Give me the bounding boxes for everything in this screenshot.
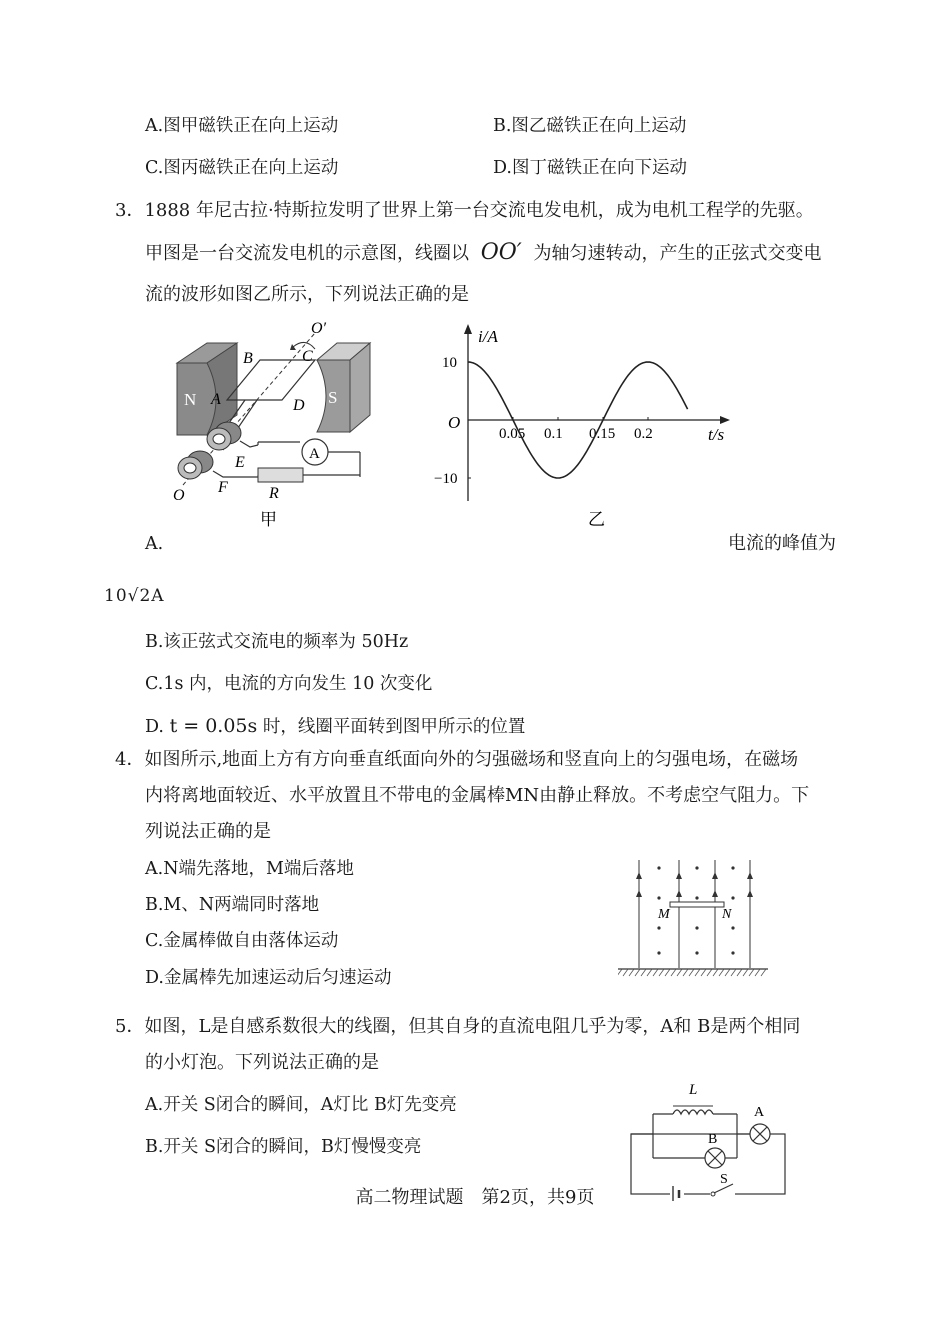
magnetic-field-dot [731,866,734,869]
magnetic-field-dot [731,896,734,899]
q3-option-a-prefix: A. [145,534,164,554]
magnetic-field-dot [695,866,698,869]
magnetic-field-dot [657,926,660,929]
q3-option-a-text: 电流的峰值为 [728,533,836,554]
q5-stem-line1: 5．如图，L是自感系数很大的线圈，但其自身的直流电阻几乎为零，A和 B是两个相同 [115,1016,801,1037]
rod-label-m: M [658,907,670,922]
q4-option-b: B.M、N两端同时落地 [145,895,320,915]
current-waveform-chart [425,318,745,533]
ammeter-label: A [309,446,320,462]
axis-label-o-prime: O′ [311,320,327,337]
q4-option-d: D.金属棒先加速运动后匀速运动 [145,968,392,988]
magnetic-field-dot [731,951,734,954]
bulb-b-label: B [708,1132,718,1147]
inductor-coil [673,1110,713,1114]
generator-figure [165,315,380,530]
magnetic-field-dot [657,866,660,869]
coil-label-a: A [211,391,221,408]
field-figure [618,858,768,980]
q3-option-a-value: 10√2A [104,586,165,606]
x-tick-label: 0.05 [499,426,526,442]
axis-label-o: O [173,487,185,504]
q3-stem-line3: 流的波形如图乙所示，下列说法正确的是 [145,284,469,305]
q2-option-b: B.图乙磁铁正在向上运动 [493,116,687,136]
figure-caption-yi: 乙 [588,510,605,529]
q3-stem-line2 [145,241,822,266]
q2-option-c: C.图丙磁铁正在向上运动 [145,158,339,178]
origin-label: O [448,413,461,432]
q3-stem-line1: 3．1888 年尼古拉·特斯拉发明了世界上第一台交流电发电机，成为电机工程学的先驱。 [115,200,814,221]
x-axis-arrow [720,416,730,424]
q2-option-d: D.图丁磁铁正在向下运动 [493,158,687,178]
q2-option-a: A.图甲磁铁正在向上运动 [145,116,339,136]
magnetic-field-dot [695,896,698,899]
coil-label-d: D [293,397,305,414]
q3-option-d [145,714,525,739]
coil-label-b: B [243,350,253,367]
page-footer: 高二物理试题 第2页，共9页 [355,1187,595,1208]
ground-hatch [618,969,766,976]
q4-option-c: C.金属棒做自由落体运动 [145,931,339,951]
field-arrow [636,872,642,879]
x-tick-label: 0.2 [634,426,653,442]
field-arrow [712,890,718,897]
q3-option-d-math: t = 0.05s [169,715,258,737]
x-axis-label: t/s [708,425,725,444]
switch-label: S [720,1172,728,1187]
magnetic-field-dot [731,926,734,929]
brush-label-e: E [235,454,245,471]
y-axis-label: i/A [478,327,498,346]
field-arrow [676,872,682,879]
q5-option-b: B.开关 S闭合的瞬间，B灯慢慢变亮 [145,1137,422,1157]
resistor [258,468,303,482]
bulb-b [705,1148,725,1168]
field-arrow [676,890,682,897]
q3-stem-line2b: 为轴匀速转动，产生的正弦式交变电 [533,243,822,264]
rod-label-n: N [722,907,732,922]
y-tick-label: 10 [442,355,457,371]
s-pole-label: S [328,388,338,407]
metal-rod [670,902,724,907]
magnetic-field-dot [657,951,660,954]
n-pole-label: N [184,390,197,409]
bulb-a [750,1124,770,1144]
field-arrow [747,872,753,879]
field-arrow [712,872,718,879]
q3-option-b: B.该正弦式交流电的频率为 50Hz [145,632,409,652]
q3-option-d-text: 时，线圈平面转到图甲所示的位置 [262,717,526,737]
brush-label-f: F [218,479,228,496]
y-axis-arrow [464,324,472,334]
magnetic-field-dot [695,926,698,929]
x-tick-label: 0.1 [544,426,563,442]
bulb-a-label: A [754,1105,765,1120]
coil-label-c: C [302,348,313,365]
q3-option-d-prefix: D. [145,717,164,737]
q3-stem-line2a: 甲图是一台交流发电机的示意图，线圈以 [145,243,469,264]
q3-option-c: C.1s 内，电流的方向发生 10 次变化 [145,674,433,694]
figure-caption-jia: 甲 [260,510,277,529]
resistor-label: R [269,485,279,502]
field-arrow [636,890,642,897]
q4-option-a: A.N端先落地，M端后落地 [145,859,354,879]
magnetic-field-dot [695,951,698,954]
y-tick-label: −10 [434,471,458,487]
coil [227,360,315,400]
axis-symbol: OO′ [480,240,522,265]
slip-ring-lower [178,451,213,479]
q4-stem-line1: 4．如图所示,地面上方有方向垂直纸面向外的匀强磁场和竖直向上的匀强电场，在磁场 [115,749,799,770]
magnetic-field-dot [657,896,660,899]
q5-stem-line2: 的小灯泡。下列说法正确的是 [145,1052,379,1073]
x-tick-label: 0.15 [589,426,616,442]
q4-stem-line3: 列说法正确的是 [145,821,271,842]
q4-stem-line2: 内将离地面较近、水平放置且不带电的金属棒MN由静止释放。不考虑空气阻力。下 [145,785,810,806]
field-arrow [747,890,753,897]
inductor-label: L [689,1082,698,1098]
q5-option-a: A.开关 S闭合的瞬间，A灯比 B灯先变亮 [145,1095,457,1115]
